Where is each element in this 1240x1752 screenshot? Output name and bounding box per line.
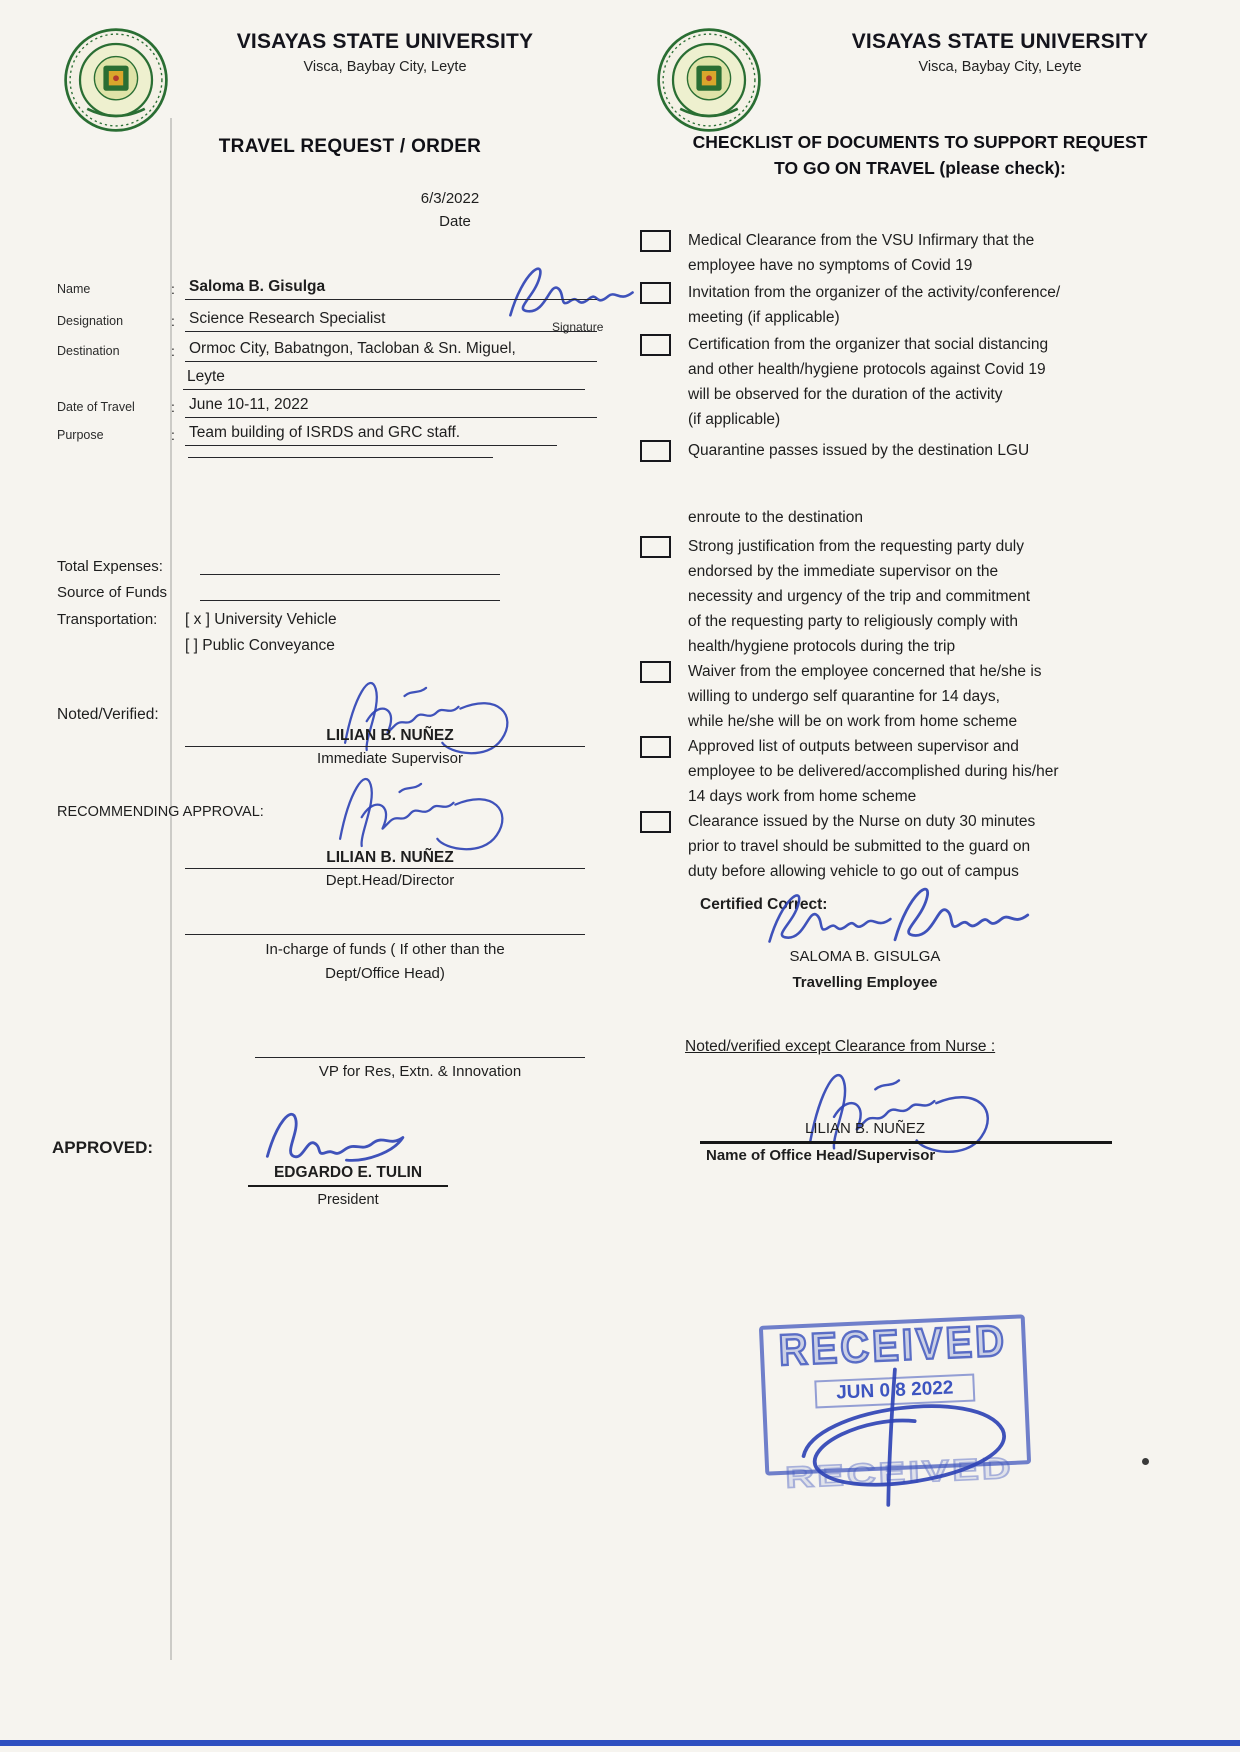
checklist-item [640,534,1170,659]
incharge-caption-line2: Dept/Office Head) [325,965,445,982]
dept-head-name: LILIAN B. NUÑEZ [326,849,454,866]
form-field-destination [57,340,597,362]
field-value: Science Research Specialist [185,310,597,332]
field-value: Team building of ISRDS and GRC staff. [185,424,557,446]
transport-option-public-conveyance: [ ] Public Conveyance [185,637,335,654]
approved-label: APPROVED: [52,1138,154,1157]
checklist-title-line1: CHECKLIST OF DOCUMENTS TO SUPPORT REQUEST [692,132,1148,152]
checkbox-icon [640,230,671,252]
checklist-item-text: Invitation from the organizer of the activity/conference/ meeting (if applicable) [688,284,1061,326]
form-field-destination-line2: Leyte [183,368,585,390]
dept-head-signature [300,756,535,864]
university-name-left: VISAYAS STATE UNIVERSITY [236,30,534,53]
supervisor-name: LILIAN B. NUÑEZ [326,727,454,744]
checklist-item-text: Clearance issued by the Nurse on duty 30 minutes prior to travel should be submitted to the guard on duty before allowing vehicle to go out of campus [688,813,1036,880]
checklist-item-text: Medical Clearance from the VSU Infirmary that the employee have no symptoms of Covid 19 [688,232,1035,274]
field-separator: : [171,399,175,415]
incharge-caption-line1: In-charge of funds ( If other than the [265,941,505,958]
checklist-item [640,228,1170,278]
office-head-signature-line [700,1141,1112,1144]
field-separator: : [171,343,175,359]
received-stamp-date: JUN 0 8 2022 [814,1374,975,1409]
checklist [640,228,1170,884]
total-expenses-label: Total Expenses: [57,558,163,575]
checkbox-icon [640,282,671,304]
checklist-item [640,332,1170,432]
incharge-signature-line [185,934,585,935]
certified-correct-label: Certified Correct: [700,896,828,913]
checklist-item-text: enroute to the destination [688,509,863,526]
checklist-item-text: Waiver from the employee concerned that he/she is willing to undergo self quarantine for 14 days, while he/she will be on work from home scheme [688,663,1042,730]
checklist-continuation [640,505,1170,530]
field-separator: : [171,427,175,443]
field-label: Date of Travel [57,400,135,414]
field-label: Designation [57,314,124,328]
form-field-name [57,278,597,300]
university-address-right: Visca, Baybay City, Leyte [918,59,1082,75]
checklist-item [640,809,1170,884]
noted-except-label: Noted/verified except Clearance from Nurse : [685,1038,996,1055]
field-separator: : [171,313,175,329]
checkbox-icon [640,736,671,758]
checkbox-icon [640,661,671,683]
checklist-item [640,734,1170,809]
field-label: Purpose [57,428,104,442]
signature-caption: Signature [552,320,604,334]
vsu-seal-left-icon [62,26,170,134]
vp-caption: VP for Res, Extn. & Innovation [318,1063,522,1080]
checklist-item [640,438,1170,463]
university-address-left: Visca, Baybay City, Leyte [303,59,467,75]
checklist-item [640,659,1170,734]
transport-option-university-vehicle: [ x ] University Vehicle [185,611,337,628]
office-head-title: Name of Office Head/Supervisor [706,1147,936,1164]
vp-signature-line [255,1057,585,1058]
received-stamp [759,1314,1031,1495]
form-title: TRAVEL REQUEST / ORDER [218,136,482,157]
dept-head-title: Dept.Head/Director [325,872,455,889]
checklist-item-text: Approved list of outputs between supervisor and employee to be delivered/accomplished during his/her 14 days work from home scheme [688,738,1059,805]
received-stamp-text: RECEIVED [777,1316,1009,1376]
recommending-approval-label: RECOMMENDING APPROVAL: [57,804,264,820]
field-value: Ormoc City, Babatngon, Tacloban & Sn. Miguel, [185,340,597,362]
travelling-employee-name: SALOMA B. GISULGA [789,948,941,965]
checklist-item [640,280,1170,330]
checkbox-icon [640,440,671,462]
checklist-item-text: Quarantine passes issued by the destination LGU [688,442,1030,459]
checklist-item-text: Certification from the organizer that social distancing and other health/hygiene protocols against Covid 19 will be observed for the duration of the activity (if applicable) [688,336,1049,428]
checklist-item-text: Strong justification from the requesting party duly endorsed by the immediate supervisor on the necessity and urgency of the trip and commitment of the requesting party to religiously comply with health/hygiene protocols during the trip [688,538,1031,655]
source-of-funds-label: Source of Funds [57,584,168,601]
supervisor-signature-line [185,746,585,747]
form-date-value: 6/3/2022 [420,190,480,207]
checkbox-icon [640,811,671,833]
supervisor-title: Immediate Supervisor [317,750,463,767]
form-field-designation [57,310,597,332]
field-label: Destination [57,344,120,358]
purpose-blank-line [188,440,493,458]
noted-verified-label: Noted/Verified: [57,706,159,723]
form-field-date-of-travel [57,396,597,418]
field-value: June 10-11, 2022 [185,396,597,418]
president-name: EDGARDO E. TULIN [248,1164,448,1187]
checkbox-icon [640,334,671,356]
form-date-label: Date [439,213,471,230]
office-head-name: LILIAN B. NUÑEZ [804,1120,926,1137]
vsu-seal-right-icon [655,26,763,134]
president-title: President [317,1192,379,1208]
transportation-label: Transportation: [57,611,158,628]
field-value: Saloma B. Gisulga [185,278,597,300]
university-name-right: VISAYAS STATE UNIVERSITY [851,30,1149,53]
scan-edge-line [0,1740,1240,1746]
checkbox-icon [640,536,671,558]
ink-speck [1142,1458,1149,1465]
travelling-employee-title: Travelling Employee [792,974,938,991]
field-label: Name [57,282,91,296]
dept-head-signature-line [185,868,585,869]
source-of-funds-blank-line [200,584,500,601]
field-separator: : [171,281,175,297]
checklist-title-line2: TO GO ON TRAVEL (please check): [774,158,1066,178]
total-expenses-blank-line [200,558,500,575]
received-stamp-ghost-text: RECEIVED [784,1451,1015,1495]
